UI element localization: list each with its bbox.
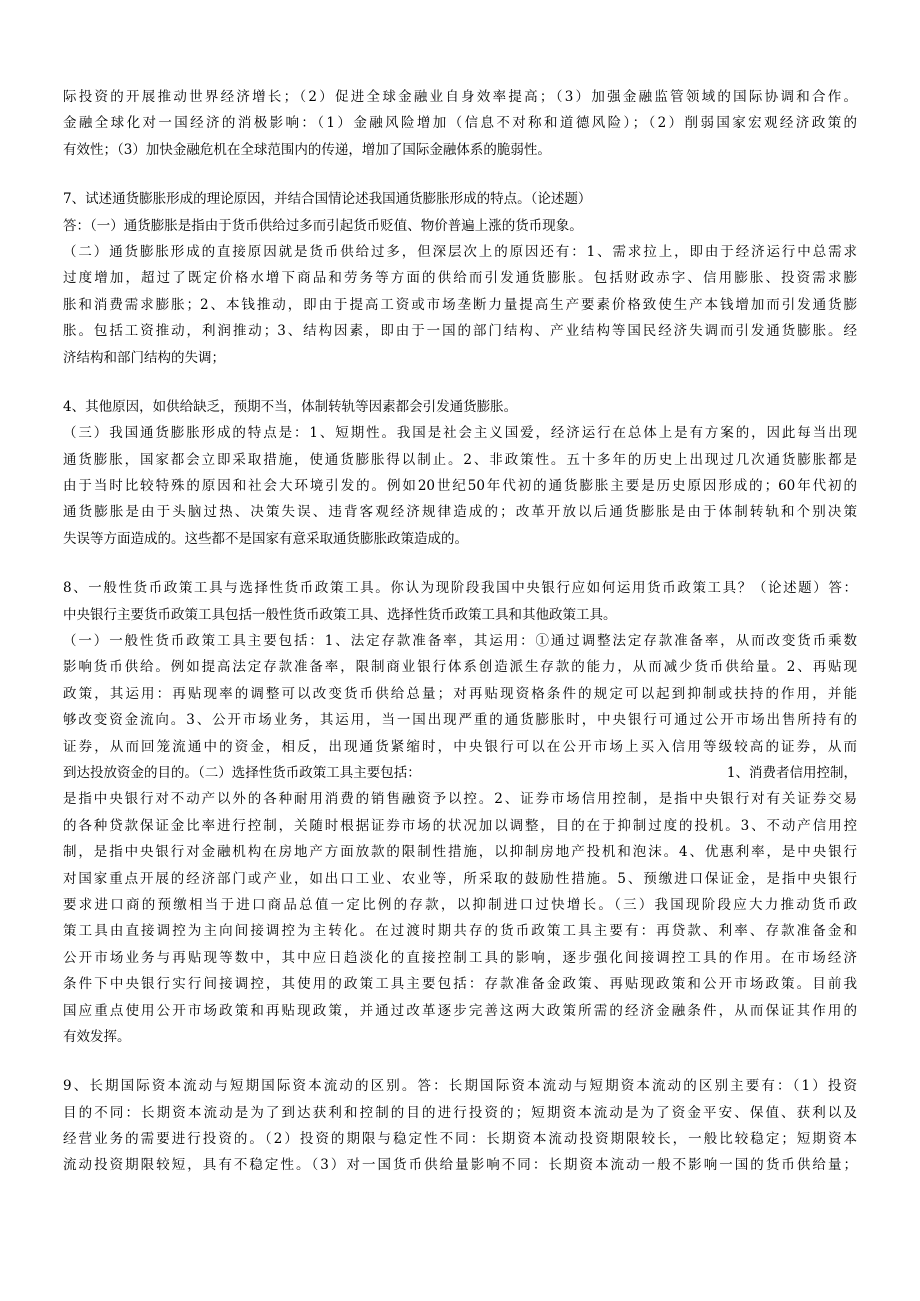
text-line: 答：（一）通货膨胀是指由于货币供给过多而引起货币贬值、物价普遍上涨的货币现象。	[63, 217, 583, 234]
text-line: 证券，从而回笼流通中的资金，相反，出现通货紧缩时，中央银行可以在公开市场上买入信用等级较高的证券，从而	[63, 738, 857, 755]
text-line: 际投资的开展推动世界经济增长；（2）促进全球金融业自身效率提高；（3）加强金融监管领域的国际协调和合作。	[63, 89, 857, 105]
question-heading: 8、一般性货币政策工具与选择性货币政策工具。你认为现阶段我国中央银行应如何运用货币政策工具？（论述题）答：	[63, 580, 857, 597]
text-line: 济结构和部门结构的失调；	[63, 349, 225, 366]
text-line: 流动投资期限较短，具有不稳定性。（3）对一国货币供给量影响不同：长期资本流动一般不影响一国的货币供给量；	[63, 1157, 857, 1174]
text-line: 的各种贷款保证金比率进行控制，关随时根据证券市场的状况加以调整，目的在于抑制过度的投机。3、不动产信用控	[63, 817, 857, 834]
text-line: 国应重点使用公开市场政策和再贴现政策，并通过改革逐步完善这两大政策所需的经济金融条件，从而保证其作用的	[63, 1002, 857, 1019]
paragraph-question-7	[63, 186, 857, 371]
text-line: 过度增加，超过了既定价格水增下商品和劳务等方面的供给而引发通货膨胀。包括财政赤字、信用膨胀、投资需求膨	[63, 270, 857, 287]
paragraph-question-8	[63, 575, 857, 1050]
text-line: （一）一般性货币政策工具主要包括：1、法定存款准备率，其运用：①通过调整法定存款准备率，从而改变货币乘数	[63, 633, 857, 650]
text-line: 经营业务的需要进行投资的。（2）投资的期限与稳定性不同：长期资本流动投资期限较长，一般比较稳定；短期资本	[63, 1131, 857, 1148]
document-page	[63, 84, 857, 1179]
paragraph-globalization-effects	[63, 84, 857, 163]
text-line: （三）我国通货膨胀形成的特点是：1、短期性。我国是社会主义国爱，经济运行在总体上是有方案的，因此每当出现	[63, 425, 857, 442]
paragraph-question-9	[63, 1073, 857, 1179]
text-line: 由于当时比较特殊的原因和社会大环境引发的。例如20世纪50年代初的通货膨胀主要是历史原因形成的；60年代初的	[63, 478, 857, 495]
text-line: 中央银行主要货币政策工具包括一般性货币政策工具、选择性货币政策工具和其他政策工具。	[63, 606, 617, 623]
text-line: 失误等方面造成的。这些都不是国家有意采取通货膨胀政策造成的。	[63, 530, 468, 547]
text-line: 有效性；（3）加快金融危机在全球范围内的传递，增加了国际金融体系的脆弱性。	[63, 141, 551, 158]
paragraph-inflation-features	[63, 394, 857, 552]
text-line-split	[63, 760, 857, 786]
text-line-right: 1、消费者信用控制，	[726, 764, 857, 781]
text-line: 够改变资金流向。3、公开市场业务，其运用，当一国出现严重的通货膨胀时，中央银行可通过公开市场出售所持有的	[63, 712, 857, 729]
text-line: 影响货币供给。例如提高法定存款准备率，限制商业银行体系创造派生存款的能力，从而减少货币供给量。2、再贴现	[63, 659, 857, 676]
question-heading: 9、长期国际资本流动与短期国际资本流动的区别。答：长期国际资本流动与短期资本流动的区别主要有：（1）投资	[63, 1078, 857, 1095]
text-line: 要求进口商的预缴相当于进口商品总值一定比例的存款，以抑制进口过快增长。（三）我国现阶段应大力推动货币政	[63, 896, 857, 913]
text-line: 胀。包括工资推动，利润推动；3、结构因素，即由于一国的部门结构、产业结构等国民经济失调而引发通货膨胀。经	[63, 323, 857, 340]
text-line: 是指中央银行对不动产以外的各种耐用消费的销售融资予以控。2、证券市场信用控制，是指中央银行对有关证券交易	[63, 791, 857, 808]
text-line: 通货膨胀是由于头脑过热、决策失误、违背客观经济规律造成的；改革开放以后通货膨胀是由于体制转轨和个别决策	[63, 504, 857, 521]
text-line: 目的不同：长期资本流动是为了到达获利和控制的目的进行投资的；短期资本流动是为了资金平安、保值、获利以及	[63, 1104, 857, 1121]
text-line: 胀和消费需求膨胀；2、本钱推动，即由于提高工资或市场垄断力量提高生产要素价格致使生产本钱增加而引发通货膨	[63, 296, 857, 313]
text-line: 策工具由直接调控为主向间接调控为主转化。在过渡时期共存的货币政策工具主要有：再贷款、利率、存款准备金和	[63, 923, 857, 940]
text-line: 政策，其运用：再贴现率的调整可以改变货币供给总量；对再贴现资格条件的规定可以起到抑制或扶持的作用，并能	[63, 685, 857, 702]
text-line: 通货膨胀，国家都会立即采取措施，使通货膨胀得以制止。2、非政策性。五十多年的历史上出现过几次通货膨胀都是	[63, 451, 857, 468]
question-heading: 7、试述通货膨胀形成的理论原因，并结合国情论述我国通货膨胀形成的特点。（论述题）	[63, 191, 592, 208]
text-line-left: 到达投放资金的目的。（二）选择性货币政策工具主要包括：	[63, 764, 421, 781]
text-line: 对国家重点开展的经济部门或产业，如出口工业、农业等，所采取的鼓励性措施。5、预缴进口保证金，是指中央银行	[63, 870, 857, 887]
text-line: 条件下中央银行实行间接调控，其使用的政策工具主要包括：存款准备金政策、再贴现政策和公开市场政策。目前我	[63, 976, 857, 993]
text-line: （二）通货膨胀形成的直接原因就是货币供给过多，但深层次上的原因还有：1、需求拉上，即由于经济运行中总需求	[63, 243, 857, 260]
text-line: 制，是指中央银行对金融机构在房地产方面放款的限制性措施，以抑制房地产投机和泡沫。4、优惠利率，是中央银行	[63, 844, 857, 861]
text-line: 有效发挥。	[63, 1028, 131, 1045]
text-line: 金融全球化对一国经济的消极影响：（1）金融风险增加（信息不对称和道德风险）；（2）削弱国家宏观经济政策的	[63, 115, 857, 132]
text-line: 公开市场业务与再贴现等数中，其中应日趋淡化的直接控制工具的影响，逐步强化间接调控工具的作用。在市场经济	[63, 949, 857, 966]
text-line: 4、其他原因，如供给缺乏，预期不当，体制转轨等因素都会引发通货膨胀。	[63, 398, 518, 415]
